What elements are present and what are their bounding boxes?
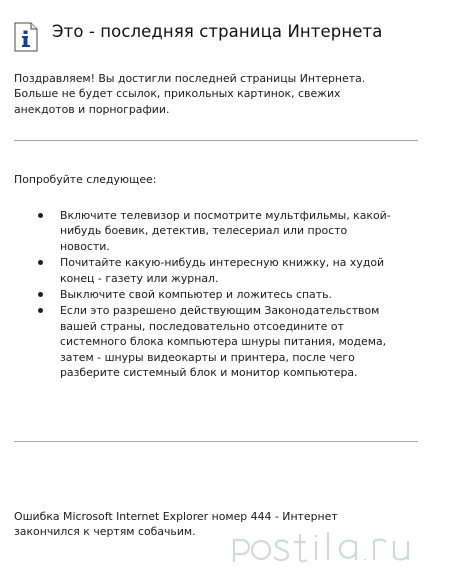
info-icon (14, 22, 38, 52)
suggestion-list (36, 208, 436, 381)
postila-watermark (228, 528, 454, 568)
list-item-line: системного блока компьютера шнуры питания, модема, (60, 335, 387, 349)
list-item (36, 255, 436, 286)
list-item-line: Почитайте какую-нибудь интересную книжку, на худой (60, 256, 385, 270)
bullet-icon (38, 213, 43, 218)
error-line: закончился к чертям собачьим. (14, 525, 196, 539)
intro-text (14, 71, 434, 117)
list-item-line: вашей страны, последовательно отсоедините от (60, 319, 344, 333)
list-item (36, 303, 436, 380)
divider (14, 441, 418, 442)
intro-line: Больше не будет ссылок, прикольных картинок, свежих (14, 87, 341, 101)
divider (14, 140, 418, 141)
list-item-line: Выключите свой компьютер и ложитесь спать. (60, 288, 332, 302)
bullet-icon (38, 292, 43, 297)
intro-line: Поздравляем! Вы достигли последней страницы Интернета. (14, 72, 366, 85)
page-title: Это - последняя страница Интернета (52, 22, 383, 41)
list-item-line: затем - шнуры видеокарты и принтера, после чего (60, 350, 355, 364)
suggest-heading: Попробуйте следующее: (14, 173, 157, 186)
list-item (36, 287, 436, 302)
list-item-line: Если это разрешено действующим Законодательством (60, 304, 380, 318)
bullet-icon (38, 308, 43, 313)
intro-line: анекдотов и порнографии. (14, 102, 170, 116)
list-item-line: нибудь боевик, детектив, телесериал или просто (60, 224, 348, 238)
error-line: Ошибка Microsoft Internet Explorer номер 444 - Интернет (14, 510, 338, 523)
list-item (36, 208, 436, 254)
list-item-line: новости. (60, 239, 110, 253)
list-item-line: Включите телевизор и посмотрите мультфильмы, какой- (60, 209, 391, 222)
bullet-icon (38, 260, 43, 265)
list-item-line: конец - газету или журнал. (60, 271, 219, 285)
list-item-line: разберите системный блок и монитор компьютера. (60, 366, 358, 380)
